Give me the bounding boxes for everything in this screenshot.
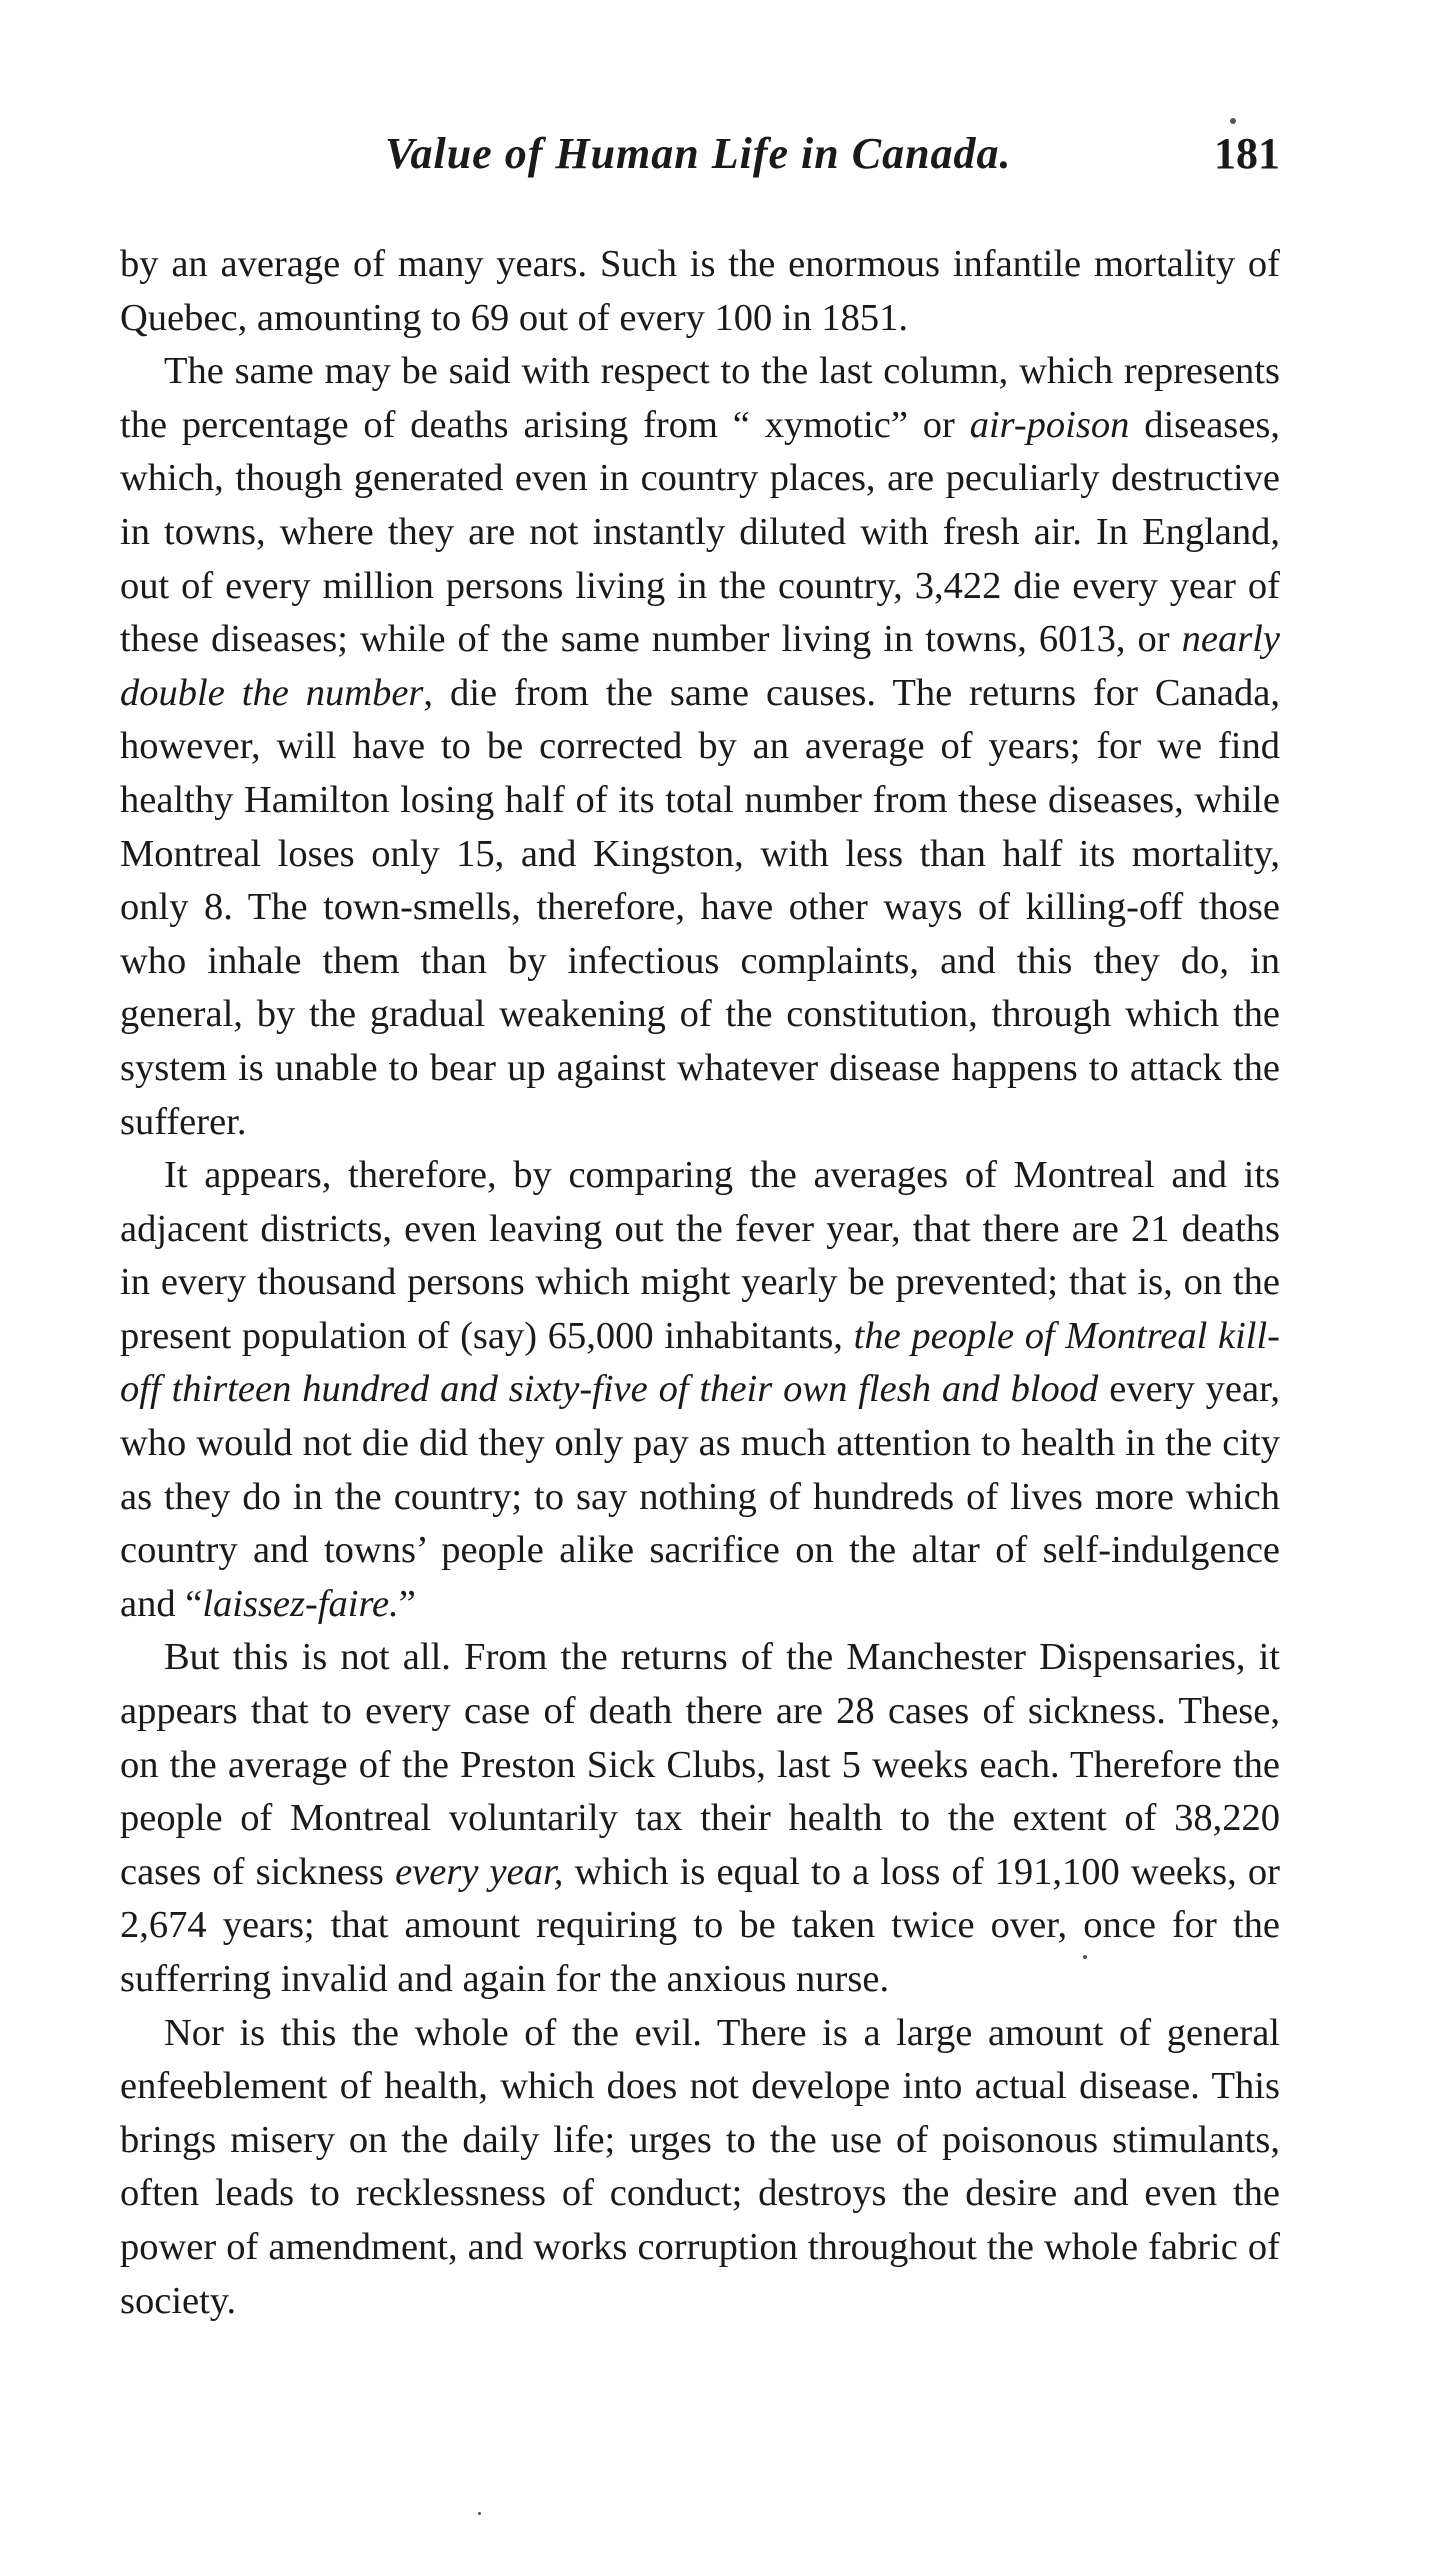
text-run: diseases, which, though generated even in country places, are peculiarly destructive in towns, where they are not instantly diluted with fresh air. In England, out of every million persons living in the country, 3,422 die every year of these diseases; while of the same number living in towns, 6013, or bbox=[120, 403, 1280, 661]
italic-phrase: nearly double the number bbox=[120, 618, 1280, 714]
text-run: , die from the same causes. The returns for Canada, however, will have to be corrected by an average of years; for we find healthy Hamilton losing half of its total number from these diseases, while Montreal loses only 15, and Kingston, with less than half its mortality, only 8. The town-smells, therefore, have other ways of killing-off those who inhale them than by infectious complaints, and this they do, in general, by the gradual weakening of the constitution, through which the system is unable to bear up against whatever disease happens to attack the sufferer. bbox=[120, 671, 1280, 1143]
text-run: The same may be said with respect to the last column, which represents the percentage of deaths arising from “ xymotic” or bbox=[120, 350, 1280, 446]
italic-phrase: air-poison bbox=[969, 403, 1130, 446]
paragraph-continued bbox=[120, 238, 1280, 345]
text-run: It appears, therefore, by comparing the averages of Montreal and its adjacent districts, even leaving out the fever year, that there are 21 deaths in every thousand persons which might yearly be prevented; that is, on the present population of (say) 65,000 inhabitants, bbox=[120, 1154, 1280, 1357]
paragraph-sickness-cost bbox=[120, 1631, 1280, 2006]
text-run: Nor is this the whole of the evil. There is a large amount of general enfeeblement of health, which does not develope into actual disease. This brings misery on the daily life; urges to the use of poisonous stimulants, often leads to recklessness of conduct; destroys the desire and even the power of amendment, and works corruption throughout the whole fabric of society. bbox=[120, 2011, 1280, 2322]
text-run: every year, who would not die did they only pay as much attention to health in the city as they do in the country; to say nothing of hundreds of lives more which country and towns’ people alike sacrifice on the altar of self-indulgence and “ bbox=[120, 1368, 1281, 1625]
print-speck bbox=[1230, 118, 1236, 124]
text-run: But this is not all. From the returns of the Manchester Dispensaries, it appears that to every case of death there are 28 cases of sickness. These, on the average of the Preston Sick Clubs, last 5 weeks each. Therefore the people of Montreal voluntarily tax their health to the extent of 38,220 cases of sickness bbox=[120, 1636, 1280, 1893]
italic-phrase: every year, bbox=[395, 1850, 564, 1893]
print-speck bbox=[1083, 1955, 1087, 1959]
page-number: 181 bbox=[1214, 129, 1280, 178]
body-text bbox=[120, 238, 1280, 2328]
italic-phrase: laissez-faire. bbox=[202, 1582, 399, 1625]
print-speck bbox=[478, 2512, 481, 2515]
text-run: which is equal to a loss of 191,100 weeks, or 2,674 years; that amount requiring to be taken twice over, once for the sufferring invalid and again for the anxious nurse. bbox=[120, 1850, 1280, 2000]
running-title: Value of Human Life in Canada. bbox=[385, 129, 1012, 178]
italic-phrase: the people of Montreal kill-off thirteen hundred and sixty-five of their own flesh and blood bbox=[120, 1314, 1280, 1411]
paragraph-general-enfeeblement bbox=[120, 2007, 1280, 2329]
paragraph-montreal-deaths bbox=[120, 1149, 1280, 1631]
text-run: ” bbox=[398, 1582, 416, 1625]
text-run: by an average of many years. Such is the enormous infantile mortality of Quebec, amounting to 69 out of every 100 in 1851. bbox=[120, 243, 1280, 339]
running-header bbox=[120, 128, 1280, 188]
paragraph-zymotic-diseases bbox=[120, 345, 1280, 1149]
